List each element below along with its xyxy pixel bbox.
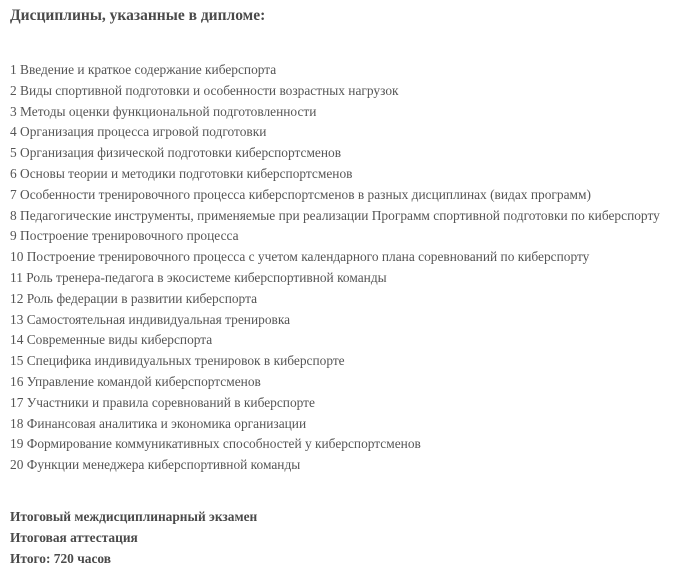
total-hours-label: Итого: 720 часов bbox=[10, 550, 111, 566]
discipline-item: 4 Организация процесса игровой подготовки bbox=[10, 124, 267, 140]
discipline-item: 9 Построение тренировочного процесса bbox=[10, 228, 239, 244]
discipline-item: 12 Роль федерации в развитии киберспорта bbox=[10, 290, 258, 306]
discipline-item: 10 Построение тренировочного процесса с учетом календарного плана соревнований по киберспорту bbox=[10, 249, 590, 265]
disciplines-heading: Дисциплины, указанные в дипломе: bbox=[10, 7, 266, 24]
discipline-item: 1 Введение и краткое содержание киберспорта bbox=[10, 62, 277, 77]
discipline-item: 7 Особенности тренировочного процесса киберспортсменов в разных дисциплинах (видах программ) bbox=[10, 186, 591, 202]
final-exam-label: Итоговый междисциплинарный экзамен bbox=[10, 508, 258, 524]
discipline-item: 5 Организация физической подготовки киберспортсменов bbox=[10, 145, 342, 161]
discipline-item: 20 Функции менеджера киберспортивной команды bbox=[10, 457, 301, 473]
discipline-item: 3 Методы оценки функциональной подготовленности bbox=[10, 103, 317, 119]
summary-block bbox=[10, 506, 695, 569]
discipline-item: 6 Основы теории и методики подготовки киберспортсменов bbox=[10, 165, 353, 181]
discipline-item: 19 Формирование коммуникативных способностей у киберспортсменов bbox=[10, 436, 421, 452]
discipline-item: 14 Современные виды киберспорта bbox=[10, 332, 213, 348]
discipline-item: 8 Педагогические инструменты, применяемые при реализации Программ спортивной подготовки по киберспорту bbox=[10, 207, 660, 223]
discipline-item: 18 Финансовая аналитика и экономика организации bbox=[10, 415, 307, 431]
discipline-item: 15 Специфика индивидуальных тренировок в киберспорте bbox=[10, 353, 345, 369]
final-attestation-label: Итоговая аттестация bbox=[10, 529, 138, 545]
discipline-item: 2 Виды спортивной подготовки и особенности возрастных нагрузок bbox=[10, 82, 399, 98]
discipline-item: 16 Управление командой киберспортсменов bbox=[10, 373, 261, 389]
discipline-item: 13 Самостоятельная индивидуальная тренировка bbox=[10, 311, 291, 327]
disciplines-list bbox=[10, 60, 695, 476]
discipline-item: 11 Роль тренера-педагога в экосистеме киберспортивной команды bbox=[10, 269, 387, 285]
document-body bbox=[10, 6, 695, 569]
discipline-item: 17 Участники и правила соревнований в киберспорте bbox=[10, 394, 315, 410]
